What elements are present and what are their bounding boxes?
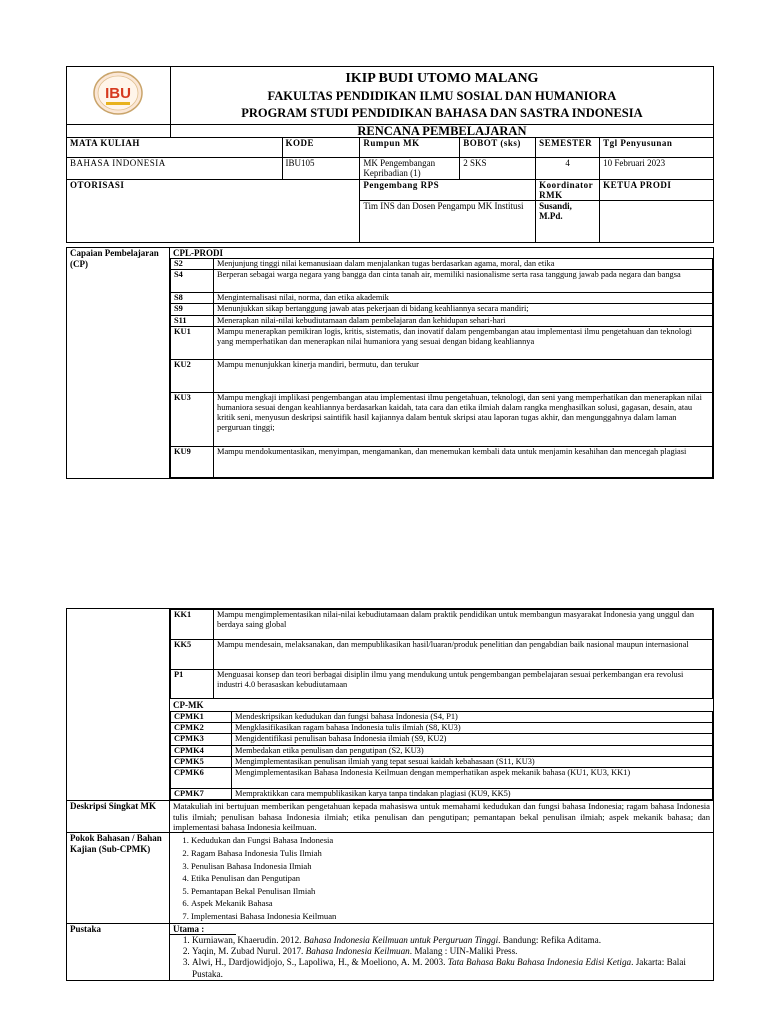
faculty-name: FAKULTAS PENDIDIKAN ILMU SOSIAL DAN HUMANIORA — [267, 89, 617, 103]
item-code: S11 — [171, 315, 214, 326]
item-code: CPMK1 — [171, 712, 232, 723]
list-item — [171, 640, 713, 670]
pokok-bahasan-item: 4. Etika Penulisan dan Pengutipan — [191, 872, 710, 885]
ref-publisher: . Malang : UIN-Maliki Press. — [409, 946, 518, 956]
pustaka-item — [192, 935, 709, 946]
ref-publisher: . Bandung: Refika Aditama. — [498, 934, 601, 945]
label-tgl: Tgl Penyusunan — [600, 138, 714, 158]
pokok-bahasan-list — [173, 834, 710, 922]
pokok-bahasan-item: 6. Aspek Mekanik Bahasa — [191, 897, 710, 910]
list-item — [171, 670, 713, 699]
cpl-prodi-list-continued — [170, 609, 713, 699]
item-code: KU1 — [171, 326, 214, 359]
label-mata-kuliah: MATA KULIAH — [67, 138, 283, 158]
list-item — [171, 723, 713, 734]
label-ketua-prodi: KETUA PRODI — [600, 180, 714, 201]
pokok-bahasan-item: 1. Kedudukan dan Fungsi Bahasa Indonesia — [191, 834, 710, 847]
ref-author-year: Alwi, H., Dardjowidjojo, S., Lapoliwa, H., & Moeliono, A. M. 2003. — [192, 957, 448, 968]
item-code: S4 — [171, 270, 214, 293]
label-bobot: BOBOT (sks) — [460, 138, 536, 158]
capaian-label: Capaian Pembelajaran (CP) — [67, 248, 170, 479]
header-table — [66, 66, 714, 243]
doc-title-text: RENCANA PEMBELAJARAN — [357, 124, 527, 138]
cpmk-label: CP-MK — [173, 700, 204, 710]
list-item — [171, 304, 713, 315]
value-mata-kuliah: BAHASA INDONESIA — [67, 158, 283, 180]
value-koordinator: Susandi, M.Pd. — [536, 201, 600, 243]
item-code: CPMK7 — [171, 789, 232, 800]
cpl-prodi-list — [170, 258, 713, 478]
item-code: KU3 — [171, 392, 214, 446]
item-text: Mampu mengkaji implikasi pengembangan atau implementasi ilmu pengetahuan, teknologi, dan seni yang memperhatikan dan menerapkan nilai humaniora sesuai dengan keahliannya berdasarkan kaidah, tata cara dan etika ilmiah dalam rangka menghasilkan solusi, gagasan, desain, atau kritik seni, menyusun deskripsi saintifik hasil kajiannya dalam bentuk skripsi atau laporan tugas akhir, dan mengunggahnya dalam laman perguruan tinggi; — [214, 392, 713, 446]
list-item — [171, 326, 713, 359]
item-code: P1 — [171, 670, 214, 699]
institution-name: IKIP BUDI UTOMO MALANG — [345, 71, 539, 86]
pustaka-item — [192, 957, 709, 980]
list-item — [171, 315, 713, 326]
label-semester: SEMESTER — [536, 138, 600, 158]
ref-title: Bahasa Indonesia Keilmuan untuk Perguruan Tinggi — [303, 934, 499, 945]
item-text: Mampu menunjukkan kinerja mandiri, bermutu, dan terukur — [214, 359, 713, 392]
pokok-bahasan-label: Pokok Bahasan / Bahan Kajian (Sub-CPMK) — [67, 833, 170, 923]
list-item — [171, 359, 713, 392]
rps-page-1 — [66, 66, 714, 479]
list-item — [171, 446, 713, 477]
item-code: CPMK4 — [171, 745, 232, 756]
pustaka-utama-label: Utama : — [170, 924, 236, 935]
item-text: Menerapkan nilai-nilai kebudiutamaan dalam pembelajaran dan kehidupan sehari-hari — [214, 315, 713, 326]
item-text: Membedakan etika penulisan dan pengutipan (S2, KU3) — [232, 745, 713, 756]
item-code: KU2 — [171, 359, 214, 392]
doc-title — [170, 125, 713, 138]
item-text: Menguasai konsep dan teori berbagai disiplin ilmu yang mendukung untuk pengembangan pembelajaran sesuai perkembangan era revolusi industri 4.0 berasaskan kebudiutamaan — [214, 670, 713, 699]
label-pengembang: Pengembang RPS — [360, 180, 536, 201]
value-kode: IBU105 — [282, 158, 360, 180]
pustaka-item — [192, 946, 709, 957]
item-text: Menunjukkan sikap bertanggung jawab atas pekerjaan di bidang keahliannya secara mandiri; — [214, 304, 713, 315]
list-item — [171, 259, 713, 270]
list-item — [171, 745, 713, 756]
item-text: Mampu menerapkan pemikiran logis, kritis, sistematis, dan inovatif dalam pengembangan atau implementasi ilmu pengetahuan dan teknologi yang memperhatikan dan menerapkan nilai humaniora yang sesuai dengan bidang keahliannya — [214, 326, 713, 359]
item-code: CPMK2 — [171, 723, 232, 734]
value-rumpun: MK Pengembangan Kepribadian (1) — [360, 158, 460, 180]
item-text: Mengidentifikasi penulisan bahasa Indonesia ilmiah (S9, KU2) — [232, 734, 713, 745]
capaian-table — [66, 247, 714, 479]
item-code: KK5 — [171, 640, 214, 670]
label-otorisasi: OTORISASI — [67, 180, 360, 243]
item-text: Mengklasifikasikan ragam bahasa Indonesia tulis ilmiah (S8, KU3) — [232, 723, 713, 734]
item-text: Mengimplementasikan penulisan ilmiah yang tepat sesuai kaidah kebahasaan (S11, KU3) — [232, 756, 713, 767]
institution-logo — [92, 70, 144, 116]
value-tgl: 10 Februari 2023 — [600, 158, 714, 180]
list-item — [171, 756, 713, 767]
list-item — [171, 734, 713, 745]
list-item — [171, 610, 713, 640]
list-item — [171, 270, 713, 293]
item-code: KU9 — [171, 446, 214, 477]
cpl-prodi-label: CPL-PRODI — [173, 248, 223, 258]
ref-title: Bahasa Indonesia Keilmuan — [305, 946, 410, 956]
item-code: CPMK3 — [171, 734, 232, 745]
item-text: Mampu mendokumentasikan, menyimpan, mengamankan, dan menemukan kembali data untuk menjamin kesahihan dan mencegah plagiasi — [214, 446, 713, 477]
item-code: CPMK5 — [171, 756, 232, 767]
value-bobot: 2 SKS — [460, 158, 536, 180]
pokok-bahasan-item: 7. Implementasi Bahasa Indonesia Keilmuan — [191, 910, 710, 923]
item-code: KK1 — [171, 610, 214, 640]
item-text: Mempraktikkan cara mempublikasikan karya tanpa tindakan plagiasi (KU9, KK5) — [232, 789, 713, 800]
cpmk-list — [170, 711, 713, 800]
item-text: Berperan sebagai warga negara yang bangga dan cinta tanah air, memiliki nasionalisme serta rasa tanggung jawab pada negara dan bangsa — [214, 270, 713, 293]
list-item — [171, 392, 713, 446]
item-text: Menginternalisasi nilai, norma, dan etika akademik — [214, 293, 713, 304]
logo-text: IBU — [105, 85, 132, 102]
label-rumpun: Rumpun MK — [360, 138, 460, 158]
item-code: CPMK6 — [171, 768, 232, 789]
program-name: PROGRAM STUDI PENDIDIKAN BAHASA DAN SASTRA INDONESIA — [241, 106, 643, 120]
ref-title: Tata Bahasa Baku Bahasa Indonesia Edisi Ketiga — [447, 957, 632, 968]
label-kode: KODE — [282, 138, 360, 158]
item-text: Mengimplementasikan Bahasa Indonesia Keilmuan dengan memperhatikan aspek mekanik bahasa (KU1, KU3, KK1) — [232, 768, 713, 789]
label-koordinator: Koordinator RMK — [536, 180, 600, 201]
item-text: Mampu mendesain, melaksanakan, dan mempublikasikan hasil/luaran/produk penelitian dan pengabdian baik nasional maupun internasional — [214, 640, 713, 670]
item-text: Menjunjung tinggi nilai kemanusiaan dalam menjalankan tugas berdasarkan agama, moral, dan etika — [214, 259, 713, 270]
item-text: Mendeskripsikan kedudukan dan fungsi bahasa Indonesia (S4, P1) — [232, 712, 713, 723]
list-item — [171, 768, 713, 789]
logo-cell — [67, 67, 171, 125]
capaian-continued-table — [66, 608, 714, 981]
institution-block — [170, 67, 713, 125]
rps-page-2 — [66, 608, 714, 981]
pokok-bahasan-item: 5. Pemantapan Bekal Penulisan Ilmiah — [191, 885, 710, 898]
item-text: Mampu mengimplementasikan nilai-nilai kebudiutamaan dalam praktik pendidikan untuk membangun masyarakat Indonesia yang unggul dan berdaya saing global — [214, 610, 713, 640]
pokok-bahasan-item: 3. Penulisan Bahasa Indonesia Ilmiah — [191, 860, 710, 873]
pokok-bahasan-item: 2. Ragam Bahasa Indonesia Tulis Ilmiah — [191, 847, 710, 860]
deskripsi-text: Matakuliah ini bertujuan memberikan pengetahuan kepada mahasiswa untuk memahami kedudukan dan fungsi bahasa Indonesia; ragam bahasa Indonesia tulis ilmiah; penulisan bahasa Indonesia ilmiah; etika penulisan dan pengutipan; pemantapan bekal penulisan ilmiah; aspek mekanik bahasa; dan implementasi bahasa Indonesia keilmuan. — [170, 801, 714, 833]
value-pengembang: Tim INS dan Dosen Pengampu MK Institusi — [360, 201, 536, 243]
item-code: S2 — [171, 259, 214, 270]
list-item — [171, 789, 713, 800]
ref-author-year: Yaqin, M. Zubad Nurul. 2017. — [192, 946, 306, 956]
list-item — [171, 712, 713, 723]
list-item — [171, 293, 713, 304]
pustaka-list — [170, 935, 713, 981]
ref-author-year: Kurniawan, Khaerudin. 2012. — [192, 934, 304, 945]
item-code: S9 — [171, 304, 214, 315]
deskripsi-label: Deskripsi Singkat MK — [67, 801, 170, 833]
value-semester: 4 — [536, 158, 600, 180]
ref-publisher: . Jakarta: Balai Pustaka. — [192, 957, 686, 979]
item-code: S8 — [171, 293, 214, 304]
pustaka-label: Pustaka — [67, 923, 170, 981]
